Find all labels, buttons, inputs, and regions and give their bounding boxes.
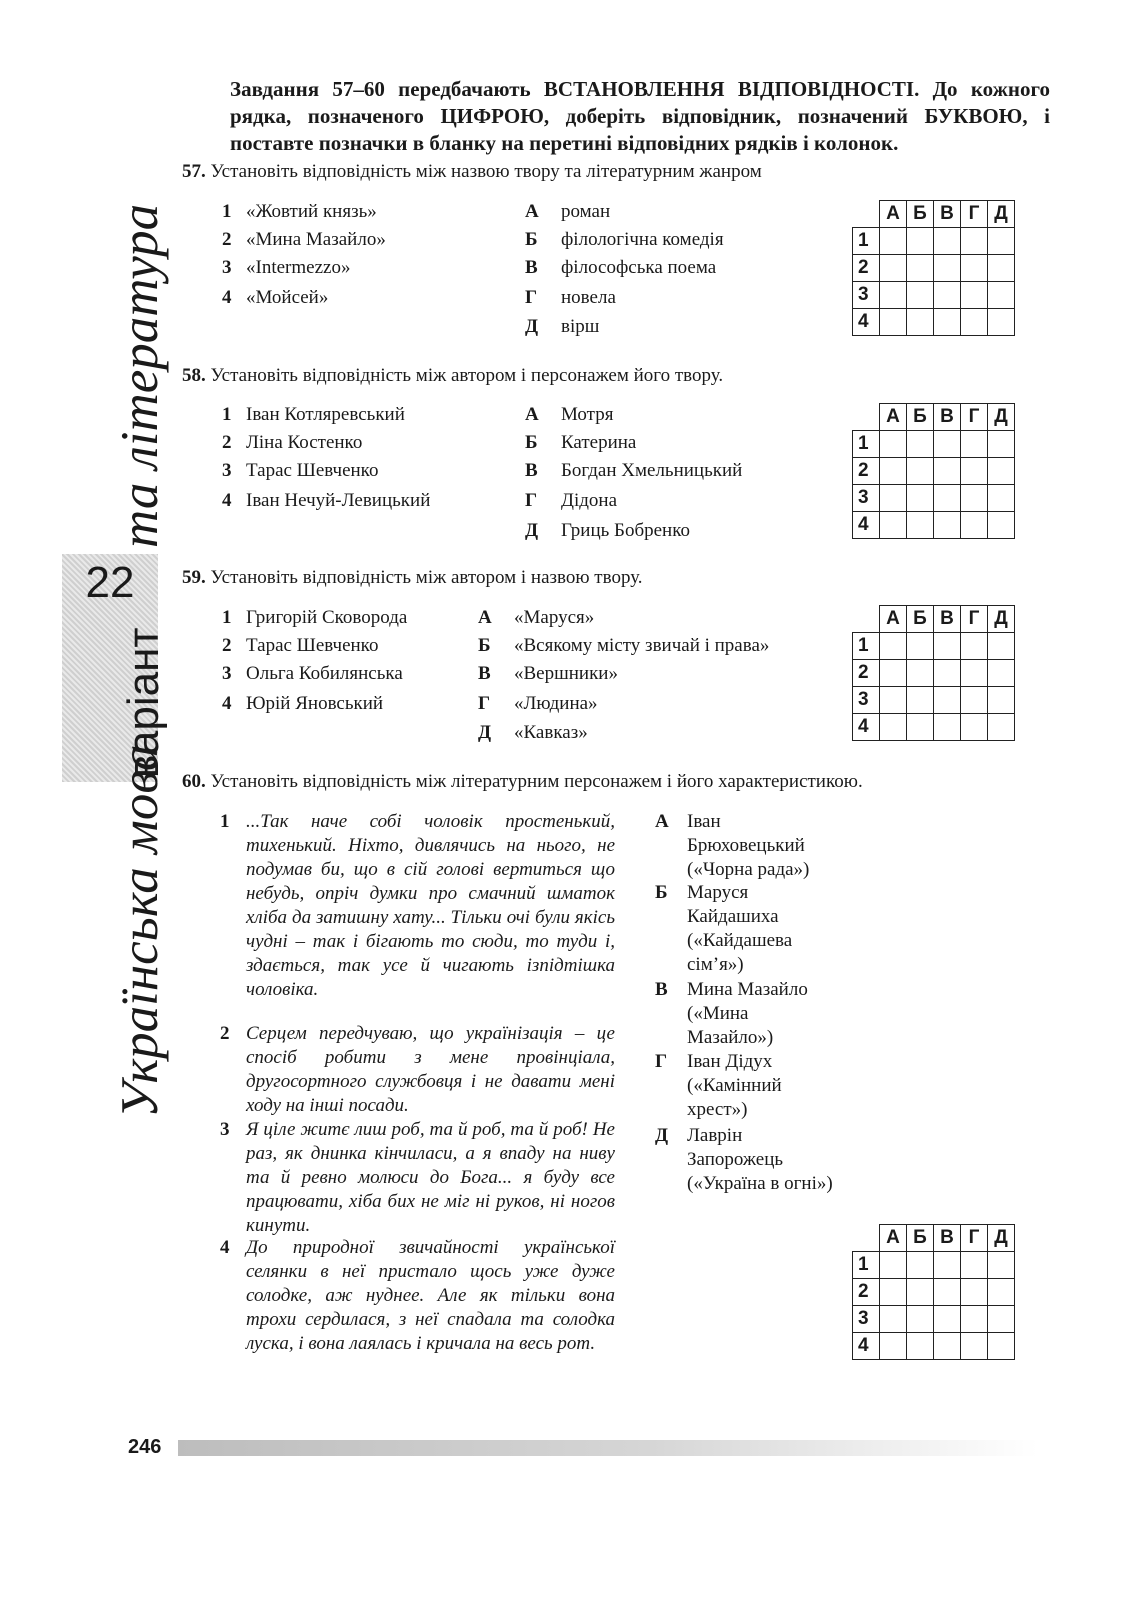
item-number: 2 <box>222 229 232 250</box>
answer-cell[interactable] <box>961 228 988 255</box>
question-number: 57. <box>182 161 206 182</box>
item-text: Григорій Сковорода <box>246 607 408 628</box>
item-text: Гриць Бобренко <box>561 520 690 541</box>
q57-right-d <box>525 286 616 310</box>
grid-column-header: Д <box>988 1225 1015 1252</box>
answer-cell[interactable] <box>961 660 988 687</box>
item-text: новела <box>561 287 616 308</box>
answer-cell[interactable] <box>934 431 961 458</box>
item-number: 1 <box>222 607 232 628</box>
option-letter: В <box>525 460 538 481</box>
answer-cell[interactable] <box>961 255 988 282</box>
q58-left-2 <box>222 431 362 455</box>
answer-cell[interactable] <box>988 512 1015 539</box>
item-text: Тарас Шевченко <box>246 460 379 481</box>
sidebar-subject-line2: та література <box>111 203 169 548</box>
grid-column-header: В <box>934 1225 961 1252</box>
item-text: «Вершники» <box>514 663 618 684</box>
item-number: 4 <box>222 287 232 308</box>
answer-cell[interactable] <box>988 228 1015 255</box>
option-letter: Г <box>478 693 491 714</box>
grid-column-header: Б <box>907 404 934 431</box>
grid-column-header: А <box>880 1225 907 1252</box>
item-text: «Всякому місту звичай і права» <box>514 635 770 656</box>
answer-cell[interactable] <box>961 458 988 485</box>
q58-right-b <box>525 431 636 455</box>
item-number: 2 <box>222 635 232 656</box>
answer-cell[interactable] <box>988 1279 1015 1306</box>
answer-cell[interactable] <box>988 1333 1015 1360</box>
answer-cell[interactable] <box>988 458 1015 485</box>
item-number: 3 <box>222 663 232 684</box>
q60-right-c <box>655 978 835 1050</box>
item-text: Іван Котляревський <box>246 404 405 425</box>
item-text: Ольга Кобилянська <box>246 663 403 684</box>
q59-right-d <box>478 692 598 716</box>
answer-cell[interactable] <box>961 309 988 336</box>
grid-row-header: 1 <box>853 1252 880 1279</box>
option-letter: Г <box>525 287 538 308</box>
answer-cell[interactable] <box>934 309 961 336</box>
answer-cell[interactable] <box>934 228 961 255</box>
item-text: ...Так наче собі чоловік простенький, тихенький. Ніхто, дивлячись на нього, не подумав би, що в сій голові вертиться що небудь, опріч думки про смачний шматок хліба да затишну хату... Тільки очі були якісь чудні – так і бігають то сюди, то туди і, здається, так усе й чигають ізпідтішка чоловіка. <box>246 811 615 1000</box>
item-text: «Мойсей» <box>246 287 329 308</box>
item-text: Мотря <box>561 404 614 425</box>
q60-answer-grid <box>852 1224 1015 1360</box>
option-letter: Д <box>478 722 492 743</box>
answer-cell[interactable] <box>961 282 988 309</box>
answer-cell[interactable] <box>961 1279 988 1306</box>
answer-cell[interactable] <box>961 1306 988 1333</box>
grid-corner <box>853 404 880 431</box>
answer-cell[interactable] <box>907 1306 934 1333</box>
item-text: «Людина» <box>514 693 598 714</box>
answer-cell[interactable] <box>934 512 961 539</box>
answer-cell[interactable] <box>880 431 907 458</box>
answer-cell[interactable] <box>961 633 988 660</box>
answer-cell[interactable] <box>988 633 1015 660</box>
q58-answer-grid <box>852 403 1015 539</box>
answer-cell[interactable] <box>907 660 934 687</box>
question-prompt: Установіть відповідність між автором і персонажем його твору. <box>210 365 724 386</box>
item-number: 3 <box>220 1119 230 1140</box>
answer-cell[interactable] <box>961 687 988 714</box>
grid-row-header: 2 <box>853 1279 880 1306</box>
item-number: 4 <box>222 693 232 714</box>
answer-cell[interactable] <box>961 1333 988 1360</box>
item-text: Іван Брюховецький («Чорна рада») <box>687 811 810 880</box>
item-text: «Кавказ» <box>514 722 588 743</box>
answer-cell[interactable] <box>880 1306 907 1333</box>
q60-right-d <box>655 1050 835 1122</box>
question-number: 59. <box>182 567 206 588</box>
grid-column-header: А <box>880 404 907 431</box>
answer-cell[interactable] <box>880 687 907 714</box>
item-text: Я ціле житє лиш роб, та й роб, та й роб! Не раз, як днинка кінчиласи, а я впаду на ниву та й ревно молюси до Бога... я буду все працювати, хіба бих не міг ні руков, ні ногов кинути. <box>246 1119 615 1236</box>
q60-left-1 <box>220 810 615 1002</box>
q59-left-3 <box>222 662 403 686</box>
grid-row-header: 2 <box>853 660 880 687</box>
option-letter: Д <box>525 316 539 337</box>
answer-cell[interactable] <box>907 458 934 485</box>
question-58-title <box>182 364 723 388</box>
q60-right-e <box>655 1124 835 1196</box>
answer-cell[interactable] <box>961 485 988 512</box>
answer-cell[interactable] <box>934 282 961 309</box>
item-text: Іван Дідух («Камінний хрест») <box>687 1051 782 1120</box>
answer-cell[interactable] <box>880 485 907 512</box>
answer-cell[interactable] <box>934 1333 961 1360</box>
item-number: 2 <box>222 432 232 453</box>
answer-cell[interactable] <box>934 633 961 660</box>
option-letter: Д <box>655 1125 669 1146</box>
answer-cell[interactable] <box>988 687 1015 714</box>
page-number: 246 <box>128 1436 162 1458</box>
sidebar-subject-line1: Українська мова <box>111 744 169 1118</box>
q57-right-b <box>525 228 724 252</box>
item-number: 3 <box>222 257 232 278</box>
question-prompt: Установіть відповідність між літературним персонажем і його характеристикою. <box>210 771 863 792</box>
option-letter: Б <box>478 635 491 656</box>
option-letter: Г <box>525 490 538 511</box>
answer-cell[interactable] <box>880 660 907 687</box>
item-number: 2 <box>220 1023 230 1044</box>
answer-cell[interactable] <box>880 714 907 741</box>
grid-row-header: 4 <box>853 714 880 741</box>
q57-right-a <box>525 200 610 224</box>
q57-left-1 <box>222 200 377 224</box>
grid-row-header: 3 <box>853 687 880 714</box>
item-text: Дідона <box>561 490 618 511</box>
answer-cell[interactable] <box>934 1306 961 1333</box>
question-57-title <box>182 160 762 184</box>
grid-column-header: Г <box>961 606 988 633</box>
answer-cell[interactable] <box>880 1333 907 1360</box>
question-number: 60. <box>182 771 206 792</box>
answer-cell[interactable] <box>988 1252 1015 1279</box>
answer-cell[interactable] <box>934 1252 961 1279</box>
option-letter: Д <box>525 520 539 541</box>
item-text: «Жовтий князь» <box>246 201 377 222</box>
q59-left-1 <box>222 606 407 630</box>
q57-answer-grid <box>852 200 1015 336</box>
option-letter: Г <box>655 1051 668 1072</box>
answer-cell[interactable] <box>880 255 907 282</box>
q59-left-4 <box>222 692 383 716</box>
answer-cell[interactable] <box>880 1279 907 1306</box>
q58-right-d <box>525 489 617 513</box>
answer-cell[interactable] <box>880 633 907 660</box>
question-prompt: Установіть відповідність між назвою твору та літературним жанром <box>210 161 762 182</box>
grid-column-header: А <box>880 606 907 633</box>
item-number: 1 <box>222 201 232 222</box>
sidebar <box>52 203 172 1128</box>
grid-row-header: 3 <box>853 1306 880 1333</box>
q59-left-2 <box>222 634 378 658</box>
answer-cell[interactable] <box>934 714 961 741</box>
item-number: 3 <box>222 460 232 481</box>
grid-column-header: Б <box>907 201 934 228</box>
answer-cell[interactable] <box>907 1252 934 1279</box>
answer-cell[interactable] <box>907 255 934 282</box>
answer-cell[interactable] <box>880 228 907 255</box>
item-number: 4 <box>220 1237 230 1258</box>
q59-right-e <box>478 721 588 745</box>
item-text: Лаврін Запорожець («Україна в огні») <box>687 1125 833 1194</box>
grid-corner <box>853 1225 880 1252</box>
answer-cell[interactable] <box>907 714 934 741</box>
answer-cell[interactable] <box>907 1333 934 1360</box>
grid-corner <box>853 606 880 633</box>
answer-cell[interactable] <box>880 309 907 336</box>
item-text: «Intermezzo» <box>246 257 351 278</box>
option-letter: В <box>478 663 491 684</box>
item-text: Маруся Кайдашиха («Кайдашева сім’я») <box>687 882 793 975</box>
answer-cell[interactable] <box>934 660 961 687</box>
item-text: вірш <box>561 316 600 337</box>
item-text: Богдан Хмельницький <box>561 460 743 481</box>
answer-cell[interactable] <box>907 512 934 539</box>
item-text: Катерина <box>561 432 637 453</box>
answer-cell[interactable] <box>934 255 961 282</box>
q58-left-3 <box>222 459 378 483</box>
q58-right-a <box>525 403 613 427</box>
answer-cell[interactable] <box>988 660 1015 687</box>
answer-cell[interactable] <box>961 431 988 458</box>
grid-row-header: 4 <box>853 1333 880 1360</box>
q60-right-b <box>655 881 835 977</box>
sidebar-variant-number: 22 <box>85 558 135 607</box>
answer-cell[interactable] <box>907 309 934 336</box>
q59-right-b <box>478 634 769 658</box>
option-letter: А <box>525 404 539 425</box>
q60-left-4 <box>220 1236 615 1356</box>
answer-cell[interactable] <box>934 687 961 714</box>
q57-left-2 <box>222 228 386 252</box>
item-text: Мина Мазайло («Мина Мазайло») <box>687 979 808 1048</box>
q59-answer-grid <box>852 605 1015 741</box>
item-text: «Мина Мазайло» <box>246 229 386 250</box>
item-number: 1 <box>220 811 230 832</box>
question-number: 58. <box>182 365 206 386</box>
grid-corner <box>853 201 880 228</box>
q59-right-a <box>478 606 594 630</box>
grid-row-header: 1 <box>853 431 880 458</box>
answer-cell[interactable] <box>907 633 934 660</box>
q60-right-a <box>655 810 835 882</box>
grid-column-header: В <box>934 404 961 431</box>
footer-band <box>178 1440 1038 1456</box>
item-number: 1 <box>222 404 232 425</box>
instructions: Завдання 57–60 передбачають ВСТАНОВЛЕННЯ ВІДПОВІДНОСТІ. До кожного рядка, позначеного ЦИФРОЮ, доберіть відповідник, позначений БУКВОЮ, і поставте позначки в бланку на перетині відповідних рядків і колонок. <box>230 77 1050 155</box>
grid-column-header: Г <box>961 404 988 431</box>
answer-cell[interactable] <box>880 512 907 539</box>
grid-column-header: Д <box>988 201 1015 228</box>
answer-cell[interactable] <box>988 282 1015 309</box>
option-letter: А <box>525 201 539 222</box>
grid-row-header: 4 <box>853 512 880 539</box>
question-59-title <box>182 566 643 590</box>
q59-right-c <box>478 662 618 686</box>
item-text: Тарас Шевченко <box>246 635 379 656</box>
option-letter: Б <box>525 432 538 453</box>
q60-left-2 <box>220 1022 615 1118</box>
q57-right-c <box>525 256 716 280</box>
answer-cell[interactable] <box>934 1279 961 1306</box>
question-60-title <box>182 770 863 794</box>
grid-column-header: Д <box>988 606 1015 633</box>
answer-cell[interactable] <box>907 687 934 714</box>
item-text: Юрій Яновський <box>246 693 384 714</box>
q60-left-3 <box>220 1118 615 1238</box>
q58-left-1 <box>222 403 405 427</box>
q57-left-3 <box>222 256 350 280</box>
grid-column-header: А <box>880 201 907 228</box>
answer-cell[interactable] <box>988 309 1015 336</box>
grid-column-header: В <box>934 606 961 633</box>
grid-column-header: Г <box>961 1225 988 1252</box>
sidebar-variant-label: варіант <box>119 627 168 778</box>
item-text: роман <box>561 201 611 222</box>
answer-cell[interactable] <box>907 282 934 309</box>
answer-cell[interactable] <box>988 1306 1015 1333</box>
answer-cell[interactable] <box>880 1252 907 1279</box>
grid-row-header: 1 <box>853 228 880 255</box>
grid-column-header: В <box>934 201 961 228</box>
option-letter: А <box>478 607 492 628</box>
grid-column-header: Г <box>961 201 988 228</box>
q57-right-e <box>525 315 599 339</box>
q57-left-4 <box>222 286 328 310</box>
answer-cell[interactable] <box>907 485 934 512</box>
option-letter: А <box>655 811 669 832</box>
answer-cell[interactable] <box>961 512 988 539</box>
answer-cell[interactable] <box>961 1252 988 1279</box>
answer-cell[interactable] <box>988 485 1015 512</box>
option-letter: В <box>525 257 538 278</box>
answer-cell[interactable] <box>907 431 934 458</box>
item-text: філологічна комедія <box>561 229 724 250</box>
grid-row-header: 1 <box>853 633 880 660</box>
answer-cell[interactable] <box>934 485 961 512</box>
item-text: Серцем передчуваю, що українізація – це спосіб робити з мене провінціала, другосортного службовця і не давати мені ходу на інші посади. <box>246 1023 615 1116</box>
grid-row-header: 2 <box>853 458 880 485</box>
answer-cell[interactable] <box>880 458 907 485</box>
item-text: філософська поема <box>561 257 717 278</box>
answer-cell[interactable] <box>907 1279 934 1306</box>
answer-cell[interactable] <box>988 255 1015 282</box>
q58-left-4 <box>222 489 430 513</box>
grid-column-header: Б <box>907 606 934 633</box>
grid-column-header: Д <box>988 404 1015 431</box>
answer-cell[interactable] <box>934 458 961 485</box>
answer-cell[interactable] <box>880 282 907 309</box>
grid-column-header: Б <box>907 1225 934 1252</box>
item-text: «Маруся» <box>514 607 595 628</box>
answer-cell[interactable] <box>988 431 1015 458</box>
q58-right-c <box>525 459 742 483</box>
q58-right-e <box>525 519 690 543</box>
answer-cell[interactable] <box>961 714 988 741</box>
item-text: До природної звичайності української селянки в неї пристало щось уже дуже солодке, аж нуднее. Але як тільки вона трохи сердилася, з неї спадала та солодка луска, і вона лаялась і кричала на весь рот. <box>246 1237 615 1354</box>
answer-cell[interactable] <box>907 228 934 255</box>
item-text: Іван Нечуй-Левицький <box>246 490 431 511</box>
item-number: 4 <box>222 490 232 511</box>
option-letter: Б <box>525 229 538 250</box>
grid-row-header: 4 <box>853 309 880 336</box>
grid-row-header: 3 <box>853 282 880 309</box>
option-letter: Б <box>655 882 668 903</box>
grid-row-header: 3 <box>853 485 880 512</box>
option-letter: В <box>655 979 668 1000</box>
answer-cell[interactable] <box>988 714 1015 741</box>
grid-row-header: 2 <box>853 255 880 282</box>
item-text: Ліна Костенко <box>246 432 363 453</box>
question-prompt: Установіть відповідність між автором і назвою твору. <box>210 567 643 588</box>
